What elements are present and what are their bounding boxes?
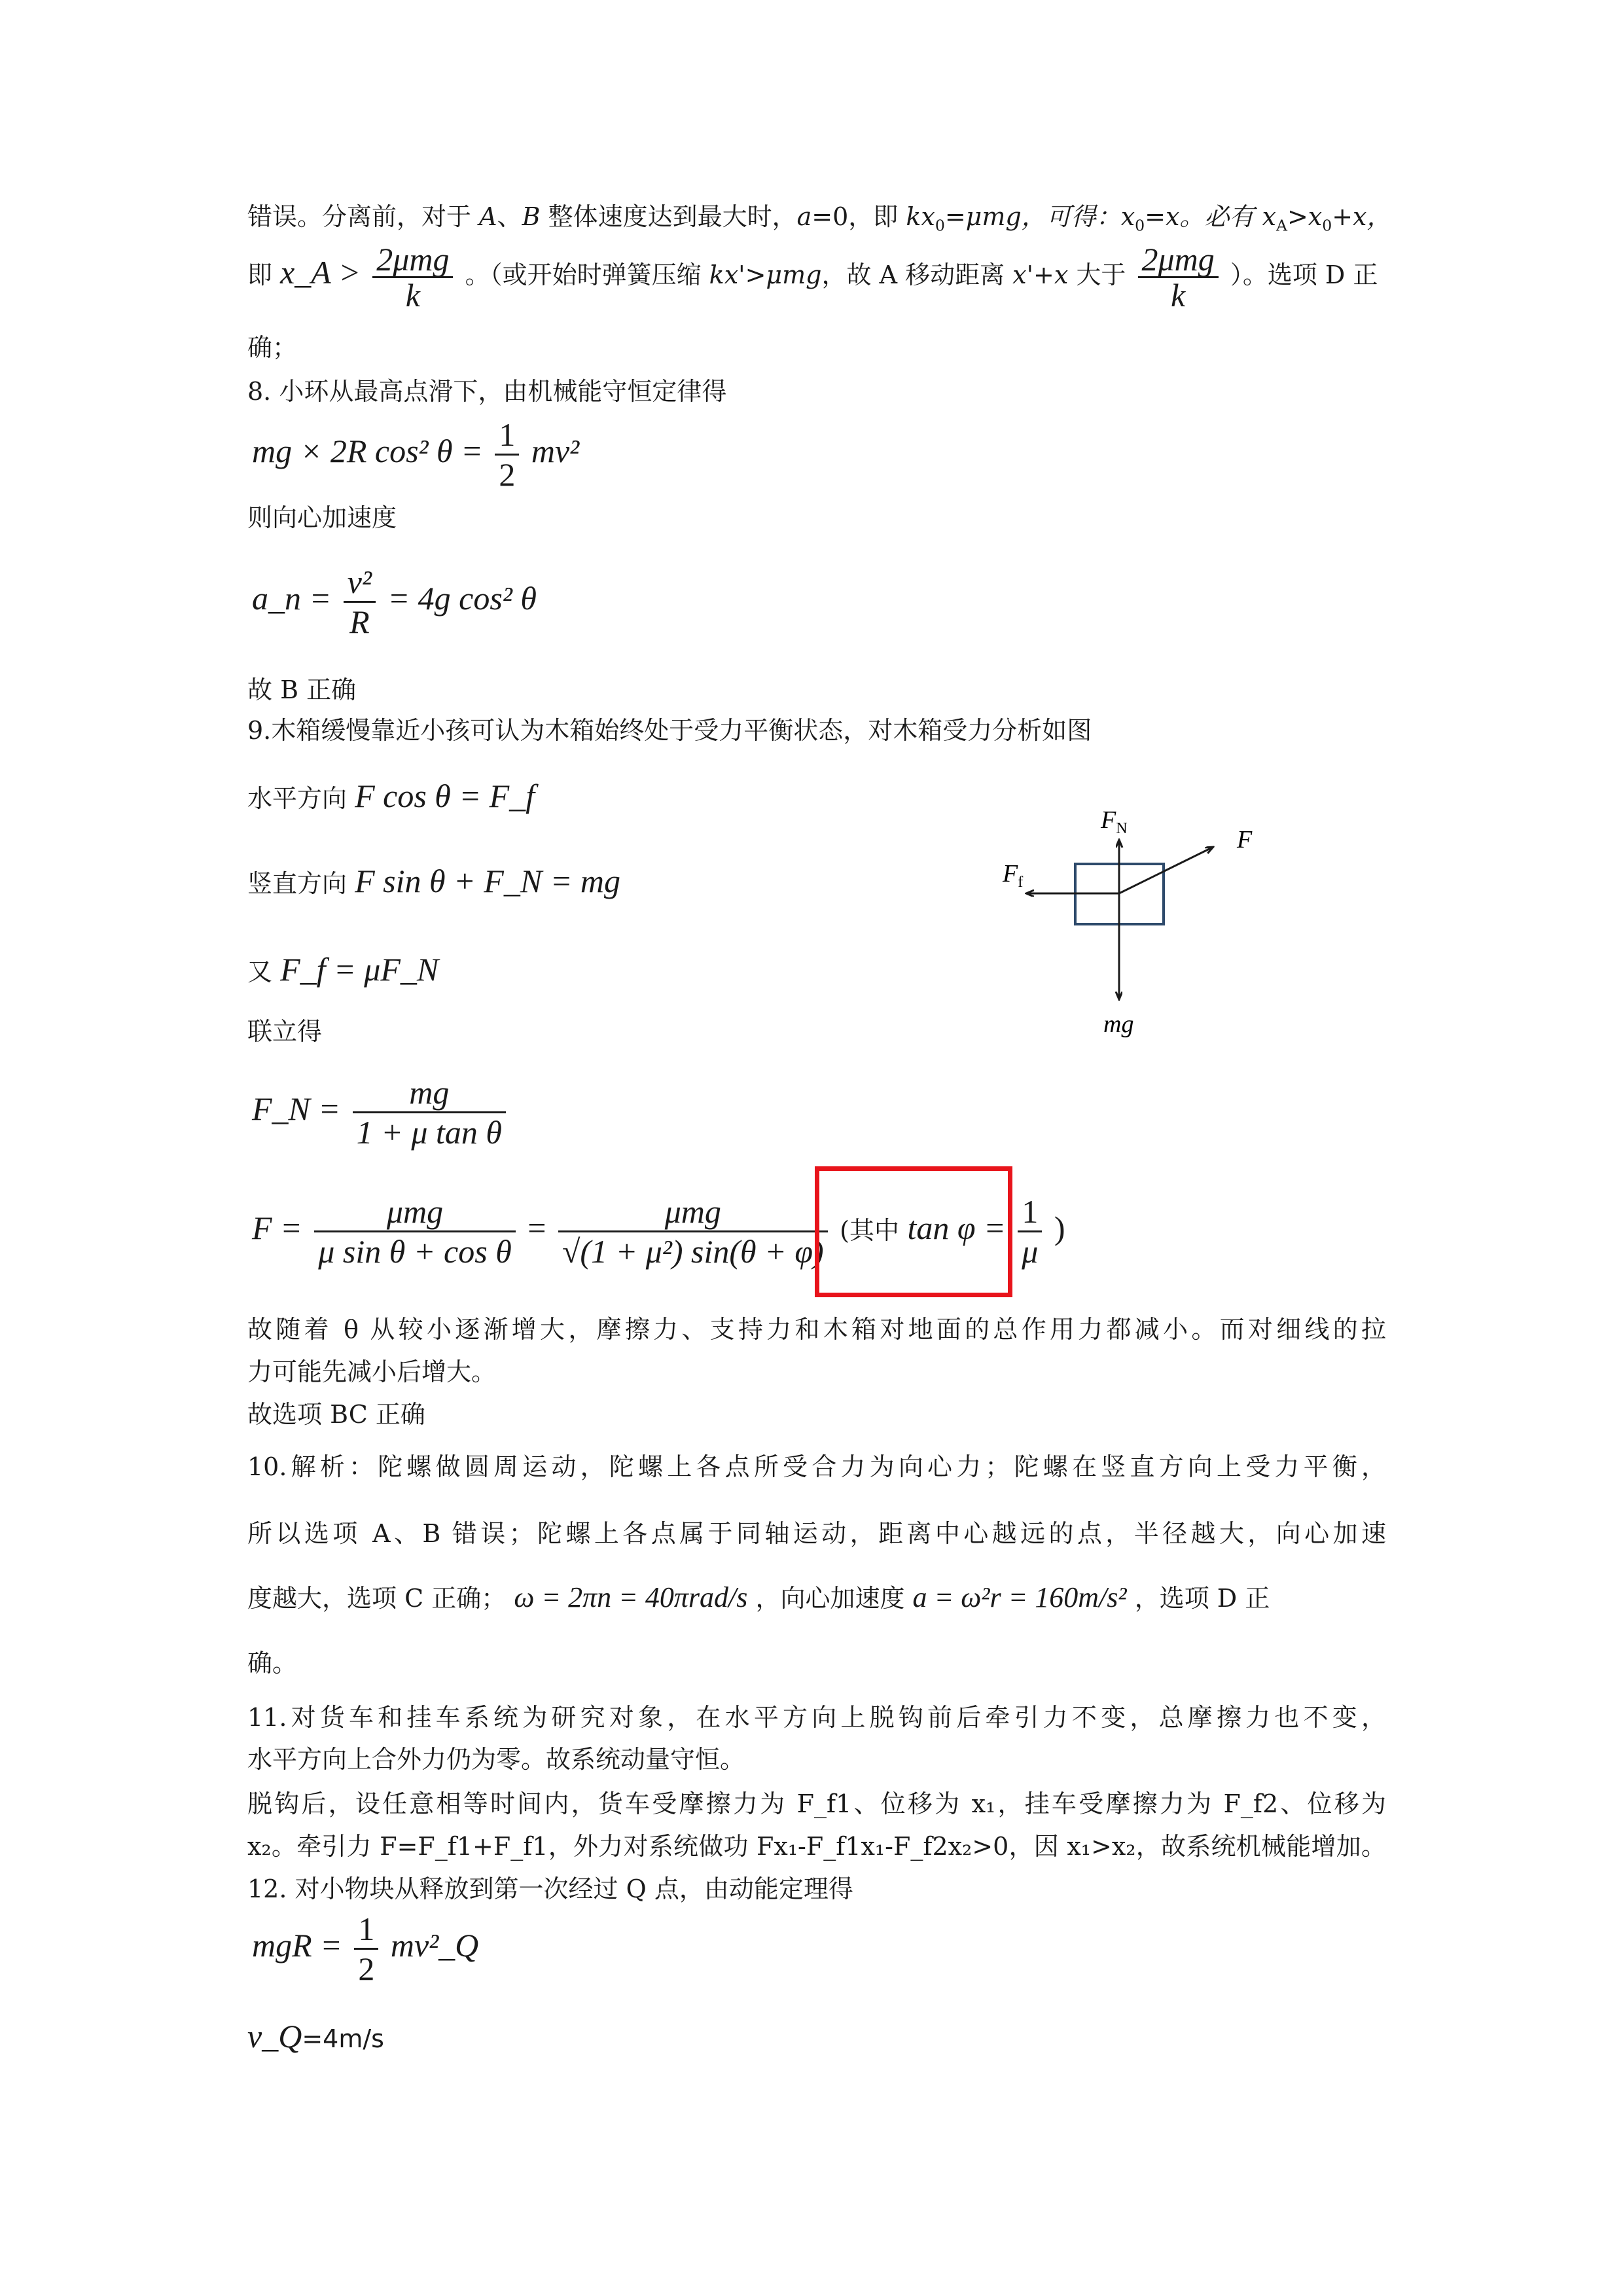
equation-horizontal: F cos θ = F_f [355,778,535,814]
math-vq: v_Q [247,2018,302,2054]
text-span: x'+x [1012,260,1069,289]
fraction [558,1193,828,1270]
heading-q8: 8. 小环从最高点滑下，由机械能守恒定律得 [247,377,727,406]
fraction [353,1073,506,1151]
denominator: k [372,276,453,312]
equation-centripetal [252,563,537,641]
eq-rhs: mv²_Q [390,1926,479,1964]
text-span: =0，即 [812,202,906,231]
note-close: ) [1054,1209,1065,1246]
text-line-vq [247,2019,384,2056]
eq-rhs: = 4g cos² θ [387,579,537,617]
text-span: kx'>μmg [709,260,822,289]
numerator: v² [347,564,372,600]
text-span: A [479,202,497,231]
text-line-14: 故选项 BC 正确 [247,1400,425,1429]
text-span: ，选项 D 正 [1134,1584,1270,1613]
denominator: R [344,601,376,641]
equation-kinetic [252,1910,478,1988]
numerator: μmg [386,1193,444,1230]
text-line-18: 确。 [247,1649,298,1677]
label-gravity: mg [1103,1011,1134,1038]
equation-friction: F_f = μF_N [280,951,439,988]
text-span: 、 [497,202,522,231]
text-span: +x， [1332,202,1392,231]
text-line-21: 脱钩后，设任意相等时间内，货车受摩擦力为 F_f1、位移为 x₁，挂车受摩擦力为 F_f2、位移为 [247,1789,1386,1818]
eq-lhs: F_N = [252,1090,341,1127]
text-span: 即 [247,260,281,289]
numerator: 1 [358,1910,375,1947]
fraction [344,563,376,641]
eq-rhs: mv² [531,432,580,469]
text-line-17 [247,1581,1386,1615]
text-span: 0 [1322,216,1332,235]
text-span: >x [1287,202,1323,231]
text-span: x [1120,202,1135,231]
denominator: 1 + μ tan θ [353,1111,506,1151]
text-line-horizontal [247,779,535,816]
eq-lhs: mgR = [252,1926,342,1964]
denominator: √(1 + μ²) sin(θ + φ) [558,1230,828,1270]
equation-normal-force [252,1073,510,1151]
text-span: A [1275,216,1287,235]
numerator: 2μmg [376,241,450,278]
fraction [372,242,453,312]
pull-force-arrow [1119,848,1212,893]
text-line-20: 水平方向上合外力仍为零。故系统动量守恒。 [247,1745,745,1774]
heading-q10: 10.解析：陀螺做圆周运动，陀螺上各点所受合力为向心力；陀螺在竖直方向上受力平衡， [247,1452,1386,1481]
text-line-16: 所以选项 A、B 错误；陀螺上各点属于同轴运动，距离中心越远的点，半径越大，向心加速 [247,1519,1386,1548]
eq-lhs: a_n = [252,579,332,617]
text-line-12: 故随着 θ 从较小逐渐增大，摩擦力、支持力和木箱对地面的总作用力都减小。而对细线的拉 [247,1315,1386,1344]
text-span: =4m/s [302,2024,384,2053]
text-span: a [796,202,812,231]
fraction [495,416,519,493]
text-span: ，故 A 移动距离 [821,260,1013,289]
math-xa: x_A > [280,254,361,291]
text-line-22: x₂。牵引力 F=F_f1+F_f1，外力对系统做功 Fx₁-F_f1x₁-F_f2x₂>0，因 x₁>x₂，故系统机械能增加。 [247,1832,1386,1861]
text-line-11: 联立得 [247,1017,323,1046]
text-span: 整体速度达到最大时， [540,202,797,231]
heading-q12: 12. 对小物块从释放到第一次经过 Q 点，由动能定理得 [247,1874,853,1903]
heading-q9: 9.木箱缓慢靠近小孩可认为木箱始终处于受力平衡状态，对木箱受力分析如图 [247,716,1092,745]
denominator: μ sin θ + cos θ [314,1230,515,1270]
denominator: μ [1018,1230,1042,1270]
text-line-friction [247,952,438,989]
text-line-3: 确； [247,333,298,362]
text-span: =μmg，可得： [944,202,1121,231]
numerator: μmg [664,1193,721,1230]
heading-q11: 11.对货车和挂车系统为研究对象，在水平方向上脱钩前后牵引力不变，总摩擦力也不变， [247,1703,1386,1732]
text-line-5: 则向心加速度 [247,503,397,532]
text-span: 0 [1135,216,1145,235]
text-line-13: 力可能先减小后增大。 [247,1357,497,1386]
text-span: =x。必有 [1145,202,1262,231]
numerator: 2μmg [1141,241,1215,278]
fraction [354,1910,378,1988]
denominator: 2 [495,454,519,493]
text-span: B [522,202,541,231]
numerator: 1 [499,416,516,453]
denominator: 2 [354,1948,378,1988]
text-span: 。（或开始时弹簧压缩 [465,260,709,289]
text-span: 错误。分离前，对于 [247,202,480,231]
text-span: ）。选项 D 正 [1230,260,1378,289]
fraction [314,1193,515,1270]
label-friction: $F_f$ [1003,860,1024,891]
highlight-box [815,1166,1012,1297]
label-pull-force: F [1237,826,1253,853]
text-line-vertical [247,864,620,901]
text-span: 竖直方向 [247,869,348,898]
fraction [1138,242,1219,312]
force-diagram [988,795,1289,1044]
text-span: 又 [247,958,273,986]
text-line-2 [247,242,1386,312]
note-open: (其中 [840,1215,899,1245]
eq-lhs: mg × 2R cos² θ = [252,432,483,469]
note-tan: tan φ = [907,1209,1006,1246]
text-span: x [1262,202,1276,231]
math-accel: a = ω²r = 160m/s² [912,1581,1127,1613]
fraction [1018,1193,1042,1270]
equation-vertical: F sin θ + F_N = mg [355,863,621,899]
equation-energy [252,416,579,493]
text-span: 0 [935,216,945,235]
denominator: k [1138,276,1219,312]
text-span: kx [906,202,935,231]
eq-lhs: F = [252,1209,302,1246]
equation-force: F = $\frac{\text{μmg}}{\text{μ sin θ + cos θ}}$ = $\frac{\text{μmg}}{\text{√(1 + μ²) sin(θ + φ)}}$ (其中 tan φ = $\frac{1}{\mu}$ ) [252,1193,1065,1270]
text-line-1 [247,200,1392,243]
text-span: 度越大，选项 C 正确； [247,1584,507,1613]
text-line-6: 故 B 正确 [247,675,357,704]
math-omega: ω = 2πn = 40πrad/s [514,1581,748,1613]
numerator: mg [409,1074,450,1111]
text-span: 水平方向 [247,784,348,813]
text-span: ，向心加速度 [755,1584,905,1613]
numerator: 1 [1022,1193,1039,1230]
label-normal-force: $F_N$ [1101,806,1128,837]
text-span: 大于 [1068,260,1134,289]
